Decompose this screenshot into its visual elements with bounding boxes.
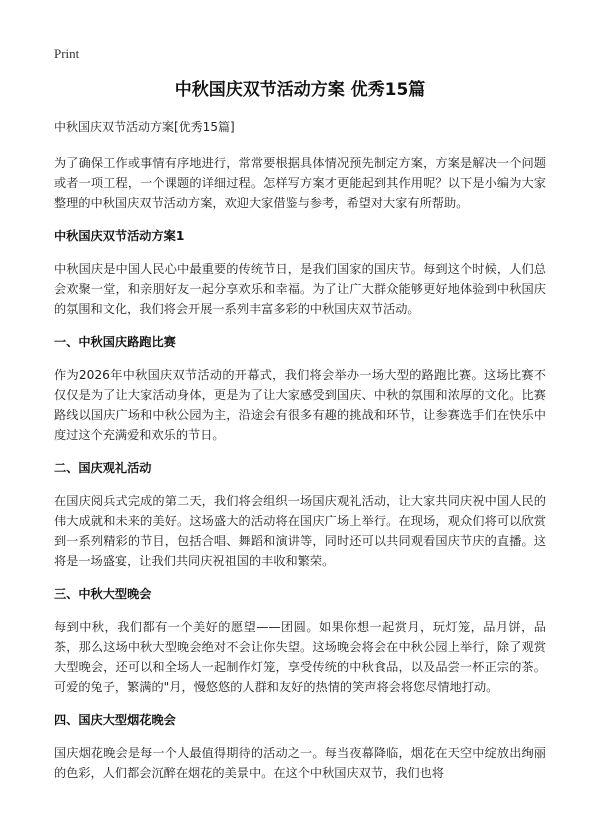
section-heading-3: 三、中秋大型晚会 xyxy=(54,587,152,601)
section-body-3: 每到中秋，我们都有一个美好的愿望——团圆。如果你想一起赏月，玩灯笼，品月饼，品茶，那么这场中秋大型晚会绝对不会让你失望。这场晚会将会在中秋公园上举行，除了观赏大型晚会，还可以和全场人一起制作灯笼，享受传统的中秋食品，以及品尝一杯正宗的茶。可爱的兔子，繁满的"月，慢悠悠的人群和友好的热情的笑声将会将您尽情地打动。 xyxy=(54,620,546,694)
intro-paragraph: 为了确保工作或事情有序地进行，常常要根据具体情况预先制定方案，方案是解决一个问题或者一项工程，一个课题的详细过程。怎样写方案才更能起到其作用呢？以下是小编为大家整理的中秋国庆双节活动方案，欢迎大家借鉴与参考，希望对大家有所帮助。 xyxy=(54,156,546,210)
section-heading-4: 四、国庆大型烟花晚会 xyxy=(54,713,176,727)
document-body xyxy=(54,118,546,796)
section-body-2: 在国庆阅兵式完成的第二天，我们将会组织一场国庆观礼活动，让大家共同庆祝中国人民的伟大成就和未来的美好。这场盛大的活动将在国庆广场上举行。在现场，观众们将可以欣赏到一系列精彩的节目，包括合唱、舞蹈和演讲等，同时还可以共同观看国庆节庆的直播。这将是一场盛宴，让我们共同庆祝祖国的丰收和繁荣。 xyxy=(54,494,546,568)
plan-intro-paragraph: 中秋国庆是中国人民心中最重要的传统节日，是我们国家的国庆节。每到这个时候，人们总会欢聚一堂，和亲朋好友一起分享欢乐和幸福。为了让广大群众能够更好地体验到中秋国庆的氛围和文化，我们将会开展一系列丰富多彩的中秋国庆双节活动。 xyxy=(54,262,546,316)
section-body-1: 作为2026年中秋国庆双节活动的开幕式，我们将会举办一场大型的路跑比赛。这场比赛不仅仅是为了让大家活动身体，更是为了让大家感受到国庆、中秋的氛围和浓厚的文化。比赛路线以国庆广场和中秋公园为主，沿途会有很多有趣的挑战和环节，让参赛选手们在快乐中度过这个充满爱和欢乐的节日。 xyxy=(54,368,546,442)
plan-heading: 中秋国庆双节活动方案1 xyxy=(54,229,185,243)
section-body-4: 国庆烟花晚会是每一个人最值得期待的活动之一。每当夜幕降临，烟花在天空中绽放出绚丽的色彩，人们都会沉醉在烟花的美景中。在这个中秋国庆双节，我们也将 xyxy=(54,746,546,780)
document-subtitle: 中秋国庆双节活动方案[优秀15篇] xyxy=(54,120,235,134)
section-heading-2: 二、国庆观礼活动 xyxy=(54,461,152,475)
print-link[interactable]: Print xyxy=(54,46,80,61)
page-title: 中秋国庆双节活动方案 优秀15篇 xyxy=(174,80,426,100)
section-heading-1: 一、中秋国庆路跑比赛 xyxy=(54,335,176,349)
